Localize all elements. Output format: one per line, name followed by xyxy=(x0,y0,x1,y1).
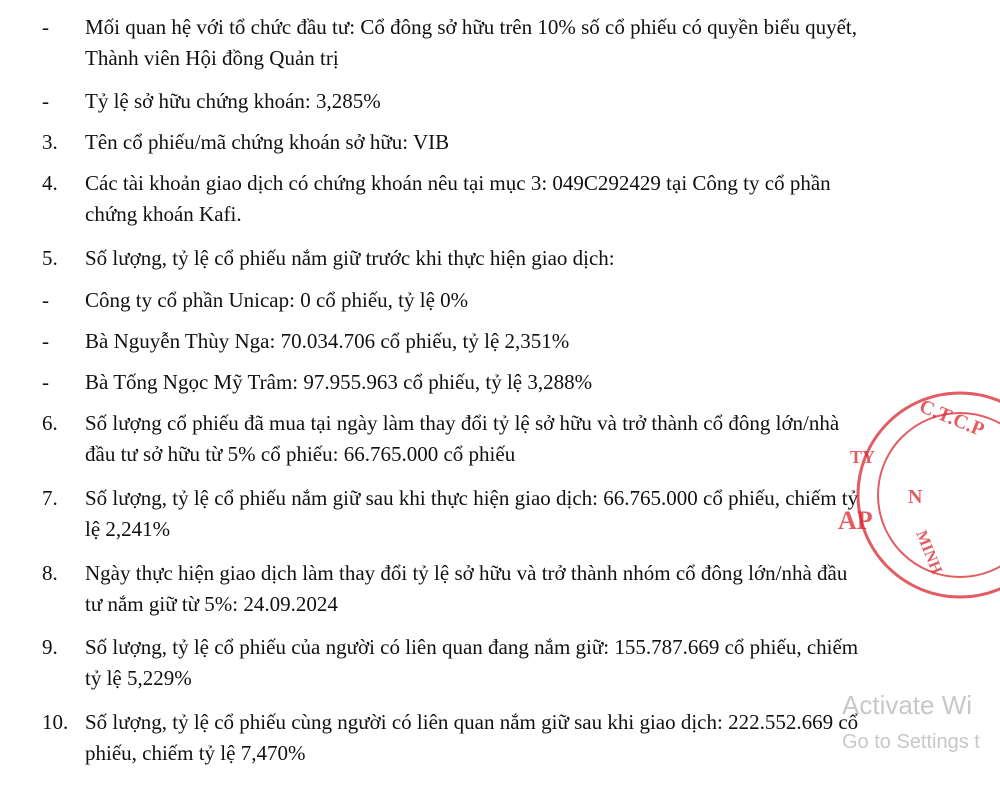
item-line: Số lượng cổ phiếu đã mua tại ngày làm thay đổi tỷ lệ sở hữu và trở thành cổ đông lớn/nhà xyxy=(85,411,840,435)
activate-windows-watermark xyxy=(842,692,980,752)
item-line: Thành viên Hội đồng Quản trị xyxy=(85,46,339,70)
seal-inner-text-2: N xyxy=(908,486,923,508)
item-marker: 3. xyxy=(42,130,58,154)
watermark-line-2: Go to Settings t xyxy=(842,731,980,753)
item-marker: 7. xyxy=(42,486,58,510)
item-line: Các tài khoản giao dịch có chứng khoán nêu tại mục 3: 049C292429 tại Công ty cổ phần xyxy=(85,171,831,195)
item-text xyxy=(85,707,935,769)
item-text xyxy=(85,285,935,316)
item-text xyxy=(85,483,935,545)
item-line: Số lượng, tỷ lệ cổ phiếu nắm giữ sau khi thực hiện giao dịch: 66.765.000 cổ phiếu, chiếm tỷ xyxy=(85,486,859,510)
item-marker: 10. xyxy=(42,710,69,734)
item-marker: 4. xyxy=(42,171,58,195)
item-text xyxy=(85,168,935,230)
item-line: tỷ lệ 5,229% xyxy=(85,666,192,690)
item-line: chứng khoán Kafi. xyxy=(85,202,242,226)
item-marker: - xyxy=(42,370,49,394)
seal-inner-text-1: TY xyxy=(850,447,876,467)
item-line: Công ty cổ phần Unicap: 0 cổ phiếu, tỷ lệ 0% xyxy=(85,288,469,312)
item-marker: - xyxy=(42,15,49,39)
item-line: lệ 2,241% xyxy=(85,517,171,541)
item-text xyxy=(85,558,935,620)
item-text xyxy=(85,127,935,158)
item-line: Ngày thực hiện giao dịch làm thay đổi tỷ lệ sở hữu và trở thành nhóm cổ đông lớn/nhà đầu xyxy=(85,561,848,585)
item-line: đầu tư sở hữu từ 5% cổ phiếu: 66.765.000 cổ phiếu xyxy=(85,442,516,466)
item-line: Bà Nguyễn Thùy Nga: 70.034.706 cổ phiếu, tỷ lệ 2,351% xyxy=(85,329,570,353)
item-line: tư nắm giữ từ 5%: 24.09.2024 xyxy=(85,592,338,616)
item-line: Tên cổ phiếu/mã chứng khoán sở hữu: VIB xyxy=(85,130,450,154)
item-text xyxy=(85,632,935,694)
item-marker: - xyxy=(42,329,49,353)
item-line: Bà Tống Ngọc Mỹ Trâm: 97.955.963 cổ phiếu, tỷ lệ 3,288% xyxy=(85,370,593,394)
item-text xyxy=(85,243,935,274)
item-text xyxy=(85,12,935,74)
item-line: Số lượng, tỷ lệ cổ phiếu cùng người có liên quan nắm giữ sau khi giao dịch: 222.552.669 cổ xyxy=(85,710,859,734)
item-marker: 9. xyxy=(42,635,58,659)
item-marker: 5. xyxy=(42,246,58,270)
seal-ring-text: C.T.C.P xyxy=(916,395,988,442)
item-text xyxy=(85,326,935,357)
seal-inner-text-3: AP xyxy=(838,506,873,535)
item-marker: 6. xyxy=(42,411,58,435)
item-marker: - xyxy=(42,288,49,312)
item-marker: - xyxy=(42,89,49,113)
item-line: phiếu, chiếm tỷ lệ 7,470% xyxy=(85,741,306,765)
item-line: Số lượng, tỷ lệ cổ phiếu của người có liên quan đang nắm giữ: 155.787.669 cổ phiếu, chiếm xyxy=(85,635,859,659)
seal-ring-text-2: MINH xyxy=(912,528,946,577)
item-text xyxy=(85,408,935,470)
item-line: Số lượng, tỷ lệ cổ phiếu nắm giữ trước khi thực hiện giao dịch: xyxy=(85,246,615,270)
item-text xyxy=(85,86,935,117)
watermark-line-1: Activate Wi xyxy=(842,690,973,720)
item-text xyxy=(85,367,935,398)
item-marker: 8. xyxy=(42,561,58,585)
item-line: Mối quan hệ với tổ chức đầu tư: Cổ đông sở hữu trên 10% số cổ phiếu có quyền biểu quyết, xyxy=(85,15,857,39)
item-line: Tỷ lệ sở hữu chứng khoán: 3,285% xyxy=(85,89,381,113)
